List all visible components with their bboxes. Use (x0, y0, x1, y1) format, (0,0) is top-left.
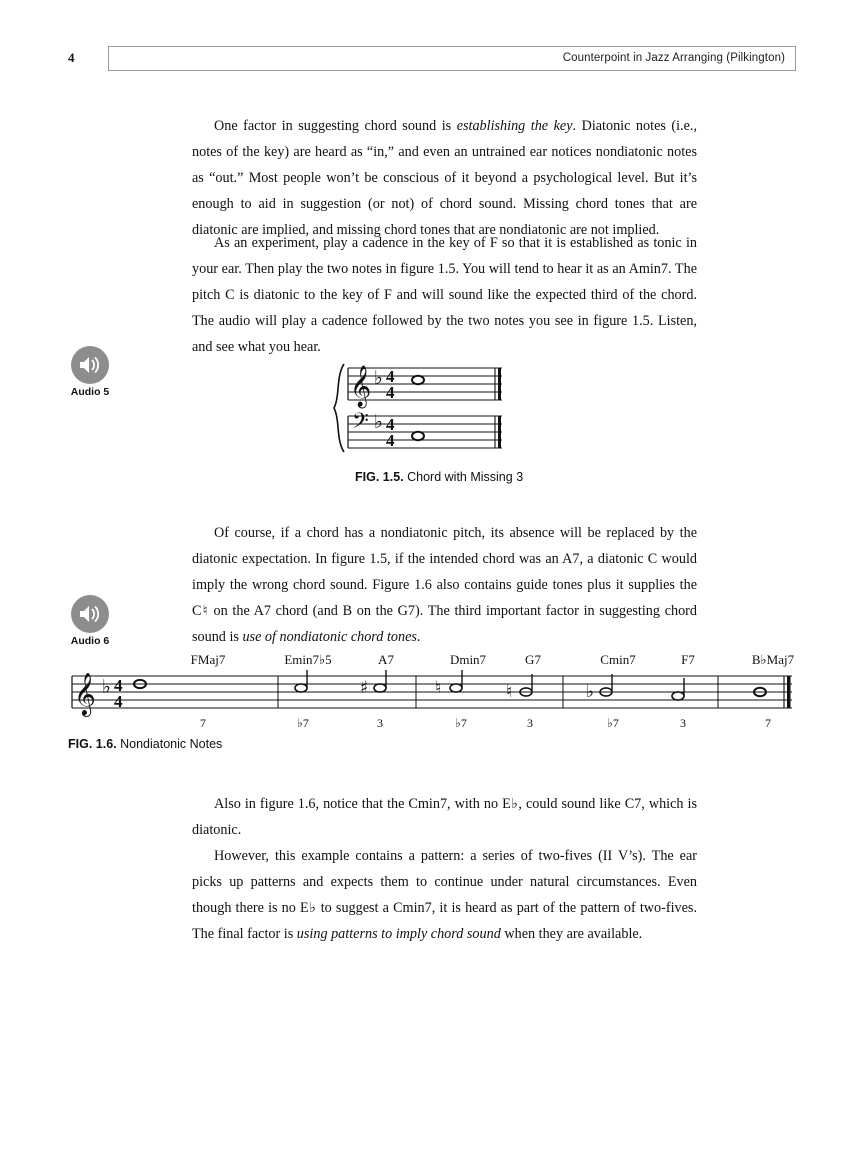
para-3-text-a: Of course, if a chord has a nondiatonic pitch, its absence will be replaced by the diatonic expectation. In figure 1.5, if the intended chord was an A7, a diatonic C would imply the wrong chord sound. Figure 1.6 also contains guide tones plus it supplies the C♮ on the A7 chord (and B on the G7). The third important factor in suggesting chord sound is (192, 525, 697, 645)
paragraph-4b (192, 843, 697, 947)
para-4-text-a: However, this example contains a pattern: a series of two-fives (II V’s). The ear picks up patterns and expects them to continue under natural circumstances. Even though there is no E♭ to suggest a Cmin7, it is heard as part of the pattern of two-fives. The final factor is (192, 848, 697, 942)
chord-symbol: Dmin7 (449, 652, 487, 667)
svg-text:♮: ♮ (506, 682, 513, 702)
paragraph-block-4 (192, 791, 697, 947)
figure-1-6-degree-labels (68, 716, 796, 732)
audio-marker-6-label: Audio 6 (70, 635, 110, 647)
svg-text:4: 4 (386, 383, 395, 402)
page-header (68, 46, 796, 72)
paragraph-3 (192, 520, 697, 650)
figure-1-5-title: Chord with Missing 3 (407, 470, 524, 484)
figure-1-6-number: FIG. 1.6. (68, 737, 117, 751)
svg-text:♭: ♭ (102, 676, 111, 698)
svg-text:4: 4 (114, 676, 123, 695)
audio-marker-6[interactable] (62, 595, 118, 647)
chord-symbol: A7 (378, 652, 394, 667)
chord-symbol: G7 (525, 652, 541, 667)
paragraph-block-2 (192, 230, 697, 360)
svg-text:4: 4 (386, 367, 395, 386)
speaker-icon[interactable] (71, 595, 109, 633)
degree-label: 7 (200, 716, 206, 730)
paragraph-1 (192, 113, 697, 243)
svg-text:♭: ♭ (586, 682, 595, 702)
svg-text:♮: ♮ (435, 678, 442, 698)
chord-symbol: B♭Maj7 (751, 652, 795, 667)
svg-text:♯: ♯ (360, 678, 369, 698)
page-number: 4 (68, 50, 75, 65)
para-1-emphasis: establishing the key (456, 118, 573, 134)
chord-symbol: Cmin7 (600, 652, 636, 667)
para-3-text-b: . (416, 629, 421, 645)
paragraph-block-3 (192, 520, 697, 650)
figure-1-5 (330, 358, 530, 463)
running-header-box (108, 46, 796, 71)
figure-1-6-title: Nondiatonic Notes (120, 737, 223, 751)
degree-label: 3 (527, 716, 533, 730)
degree-label: ♭7 (455, 716, 467, 730)
degree-label: ♭7 (297, 716, 309, 730)
audio-marker-5-label: Audio 5 (70, 386, 110, 398)
para-1-text-b: . Diatonic notes (i.e., notes of the key) are heard as “in,” and even an untrained ear notices nondiatonic notes as “out.” Most people won’t be conscious of it beyond a psychological level. But it’s enough to aid in suggestion (or not) of chord sound. Missing chord tones that are diatonic are implied, and missing chord tones that are nondiatonic are not implied. (192, 118, 697, 238)
figure-1-6 (68, 650, 796, 735)
svg-text:4: 4 (114, 692, 123, 711)
chord-symbol: F7 (681, 652, 695, 667)
svg-text:♭: ♭ (374, 411, 383, 433)
degree-label: 7 (765, 716, 771, 730)
figure-1-6-caption (68, 737, 468, 751)
paragraph-block-1 (192, 113, 697, 243)
para-3-emphasis: use of nondiatonic chord tones (242, 629, 417, 645)
chord-symbol: FMaj7 (190, 652, 226, 667)
svg-text:𝄞: 𝄞 (74, 672, 96, 715)
figure-1-5-number: FIG. 1.5. (355, 470, 404, 484)
degree-label: ♭7 (607, 716, 619, 730)
svg-text:4: 4 (386, 415, 395, 434)
svg-text:4: 4 (386, 431, 395, 450)
chord-symbol: Emin7♭5 (284, 652, 332, 667)
svg-text:𝄢: 𝄢 (352, 409, 369, 439)
degree-label: 3 (680, 716, 686, 730)
para-4-text-b: when they are available. (500, 926, 643, 942)
figure-1-6-chord-symbols (68, 652, 796, 668)
running-header-title: Counterpoint in Jazz Arranging (Pilkington) (562, 52, 785, 64)
speaker-icon[interactable] (71, 346, 109, 384)
paragraph-2: As an experiment, play a cadence in the key of F so that it is established as tonic in your ear. Then play the two notes in figure 1.5. You will tend to hear it as an Amin7. The pitch C is diatonic to the key of F and will sound like the expected third of the chord. The audio will play a cadence followed by the two notes you see in figure 1.5. Listen, and see what you hear. (192, 235, 697, 355)
degree-label: 3 (377, 716, 383, 730)
para-1-text-a: One factor in suggesting chord sound is (214, 118, 457, 134)
audio-marker-5[interactable] (62, 346, 118, 398)
paragraph-4a: Also in figure 1.6, notice that the Cmin7, with no E♭, could sound like C7, which is diatonic. (192, 796, 697, 838)
svg-text:♭: ♭ (374, 367, 383, 389)
figure-1-5-caption (355, 470, 655, 484)
para-4-emphasis: using patterns to imply chord sound (296, 926, 501, 942)
svg-text:𝄞: 𝄞 (350, 366, 372, 407)
